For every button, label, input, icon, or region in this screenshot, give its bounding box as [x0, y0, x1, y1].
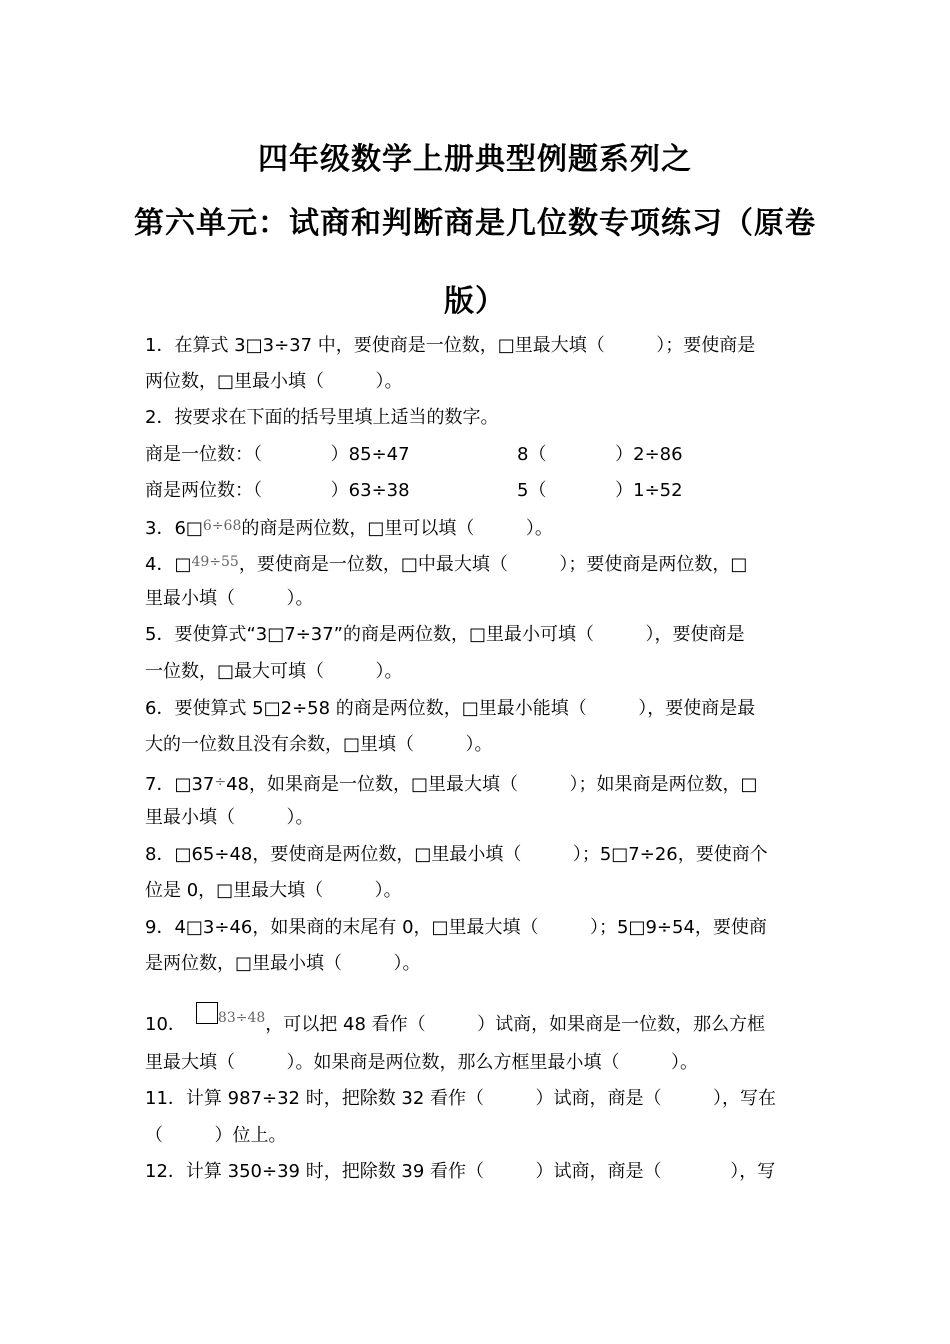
question-3-text: 的商是两位数，□里可以填（ ）。 [241, 518, 553, 539]
question-4-line-2: 里最小填（ ）。 [145, 588, 314, 609]
question-11-line-2: （ ）位上。 [145, 1125, 287, 1146]
question-10-inline-formula: 83÷48 [217, 1010, 266, 1026]
question-10-text: ，可以把 48 看作（ ）试商，如果商是一位数，那么方框 [265, 1014, 766, 1035]
question-8-line-1: 8．□65÷48，要使商是两位数，□里最小填（ ）；5□7÷26，要使商个 [145, 844, 768, 865]
question-11-line-1: 11．计算 987÷32 时，把除数 32 看作（ ）试商，商是（ ），写在 [145, 1088, 777, 1109]
question-4-prefix: 4．□ [145, 554, 192, 575]
question-1-line-2: 两位数，□里最小填（ ）。 [145, 371, 403, 392]
question-8-line-2: 位是 0，□里最大填（ ）。 [145, 880, 402, 901]
question-9-line-2: 是两位数，□里最小填（ ）。 [145, 953, 421, 974]
question-3 [145, 514, 553, 541]
answer-box [196, 1002, 218, 1024]
question-2-row-2-left: 商是两位数：（ ）63÷38 [145, 480, 410, 501]
question-2-line-1: 2．按要求在下面的括号里填上适当的数字。 [145, 407, 499, 428]
question-7-line-1 [145, 770, 758, 797]
question-4-line-1 [145, 550, 747, 577]
question-7-text: 48，如果商是一位数，□里最大填（ ）；如果商是两位数，□ [226, 774, 758, 795]
question-7-prefix: 7．□37 [145, 774, 215, 795]
question-10-line-2: 里最大填（ ）。如果商是两位数，那么方框里最小填（ ）。 [145, 1052, 698, 1073]
question-1-line-1: 1．在算式 3□3÷37 中，要使商是一位数，□里最大填（ ）；要使商是 [145, 335, 756, 356]
question-5-line-2: 一位数，□最大可填（ ）。 [145, 661, 403, 682]
question-3-prefix: 3．6□ [145, 518, 203, 539]
question-2-row-1-left: 商是一位数：（ ）85÷47 [145, 444, 410, 465]
question-9-line-1: 9．4□3÷46，如果商的末尾有 0，□里最大填（ ）；5□9÷54，要使商 [145, 917, 767, 938]
question-3-inline-formula: 6÷68 [202, 518, 242, 534]
question-2-row-2-right: 5（ ）1÷52 [517, 480, 683, 501]
question-7-inline-sign: ÷ [214, 774, 227, 790]
question-5-line-1: 5．要使算式“3□7÷37”的商是两位数，□里最小可填（ ），要使商是 [145, 624, 745, 645]
question-4-inline-formula: 49÷55 [191, 554, 239, 570]
question-7-line-2: 里最小填（ ）。 [145, 807, 314, 828]
question-2-row-1-right: 8（ ）2÷86 [517, 444, 683, 465]
title-line-3: 版） [444, 284, 506, 319]
question-6-line-1: 6．要使算式 5□2÷58 的商是两位数，□里最小能填（ ），要使商是最 [145, 698, 756, 719]
question-6-line-2: 大的一位数且没有余数，□里填（ ）。 [145, 734, 493, 755]
question-10-prefix: 10． [145, 1014, 186, 1035]
question-12-line-1: 12．计算 350÷39 时，把除数 39 看作（ ）试商，商是（ ），写 [145, 1161, 776, 1182]
question-10-line-1 [145, 1002, 765, 1037]
title-line-2: 第六单元：试商和判断商是几位数专项练习（原卷 [134, 206, 816, 241]
title-line-1: 四年级数学上册典型例题系列之 [258, 142, 692, 177]
question-4-text: ，要使商是一位数，□中最大填（ ）；要使商是两位数，□ [238, 554, 748, 575]
